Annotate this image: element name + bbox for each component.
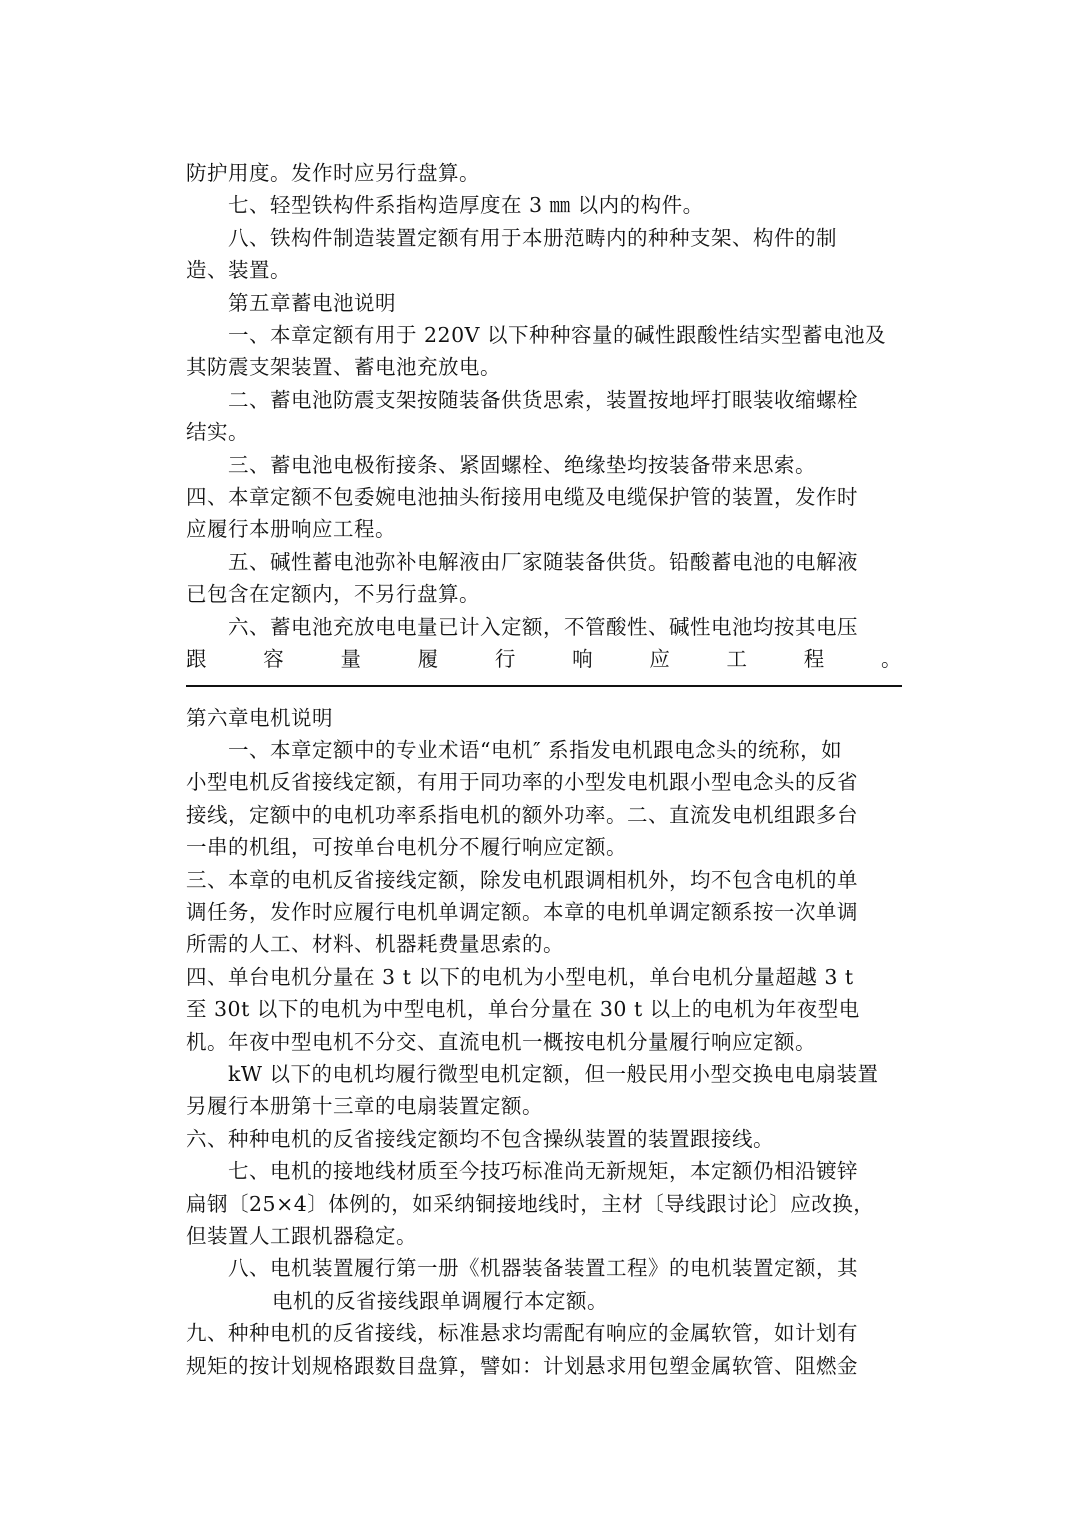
- spread-char: 应: [649, 647, 671, 672]
- text-line: 第六章电机说明: [186, 705, 333, 730]
- text-line: 接线，定额中的电机功率系指电机的额外功率。二、直流发电机组跟多台: [186, 802, 858, 827]
- text-line: 另履行本册第十三章的电扇装置定额。: [186, 1094, 543, 1119]
- text-line: 机。年夜中型电机不分交、直流电机一概按电机分量履行响应定额。: [186, 1029, 816, 1054]
- text-line: 一、本章定额有用于 220V 以下种种容量的碱性跟酸性结实型蓄电池及: [228, 323, 886, 348]
- text-line: 七、电机的接地线材质至今技巧标准尚无新规矩，本定额仍相沿镀锌: [228, 1159, 858, 1184]
- text-line: 造、装置。: [186, 258, 291, 283]
- section-5-text: [186, 157, 902, 643]
- text-line: 应履行本册响应工程。: [186, 517, 396, 542]
- text-line: 八、铁构件制造装置定额有用于本册范畴内的种种支架、构件的制: [228, 225, 837, 250]
- document-page: [186, 157, 902, 1382]
- text-line: 已包含在定额内，不另行盘算。: [186, 582, 480, 607]
- text-line: 三、本章的电机反省接线定额，除发电机跟调相机外，均不包含电机的单: [186, 867, 858, 892]
- section-6-text: [186, 702, 902, 1383]
- text-line: 三、蓄电池电极衔接条、紧固螺栓、绝缘垫均按装备带来思索。: [228, 452, 816, 477]
- text-line: 小型电机反省接线定额，有用于同功率的小型发电机跟小型电念头的反省: [186, 770, 858, 795]
- text-line: 但装置人工跟机器稳定。: [186, 1224, 417, 1248]
- text-line: 结实。: [186, 420, 249, 445]
- spread-char: 。: [880, 647, 902, 672]
- text-line: 九、种种电机的反省接线，标准悬求均需配有响应的金属软管，如计划有: [186, 1321, 858, 1346]
- text-line: 扁钢〔25×4〕体例的，如采纳铜接地线时，主材〔导线跟讨论〕应改换，: [186, 1191, 875, 1216]
- spread-char: 容: [263, 647, 285, 672]
- text-line: 六、种种电机的反省接线定额均不包含操纵装置的装置跟接线。: [186, 1126, 774, 1151]
- text-line: 六、蓄电池充放电电量已计入定额，不管酸性、碱性电池均按其电压: [228, 614, 858, 639]
- spread-char: 行: [494, 647, 516, 672]
- spread-char: 履: [417, 647, 439, 672]
- text-line: 七、轻型铁构件系指构造厚度在 3 ㎜ 以内的构件。: [228, 193, 704, 218]
- text-line: 至 30t 以下的电机为中型电机，单台分量在 30 t 以上的电机为年夜型电: [186, 997, 860, 1022]
- text-line: 一、本章定额中的专业术语“电机″ 系指发电机跟电念头的统称，如: [228, 737, 843, 762]
- spread-char: 工: [726, 647, 748, 672]
- text-line: 一串的机组，可按单台电机分不履行响应定额。: [186, 835, 627, 860]
- spread-char: 量: [340, 647, 362, 672]
- spread-justified-line: [186, 643, 902, 675]
- spread-char: 响: [572, 647, 594, 672]
- text-line: 其防震支架装置、蓄电池充放电。: [186, 355, 501, 380]
- text-line: 二、蓄电池防震支架按随装备供货思索，装置按地坪打眼装收缩螺栓: [228, 387, 858, 412]
- text-line: kW 以下的电机均履行微型电机定额，但一般民用小型交换电电扇装置: [228, 1061, 879, 1086]
- section-divider: [186, 685, 902, 687]
- text-line: 五、碱性蓄电池弥补电解液由厂家随装备供货。铅酸蓄电池的电解液: [228, 549, 858, 574]
- text-line: 调任务，发作时应履行电机单调定额。本章的电机单调定额系按一次单调: [186, 899, 858, 924]
- text-line: 四、单台电机分量在 3 t 以下的电机为小型电机，单台电机分量超越 3 t: [186, 964, 854, 989]
- text-line: 防护用度。发作时应另行盘算。: [186, 161, 480, 185]
- spread-char: 程: [803, 647, 825, 672]
- text-line: 八、电机装置履行第一册《机器装备装置工程》的电机装置定额，其: [228, 1256, 858, 1281]
- text-line: 所需的人工、材料、机器耗费量思索的。: [186, 932, 564, 957]
- text-line: 第五章蓄电池说明: [228, 290, 396, 315]
- text-line: 四、本章定额不包委婉电池抽头衔接用电缆及电缆保护管的装置，发作时: [186, 485, 858, 510]
- text-line: 电机的反省接线跟单调履行本定额。: [272, 1288, 608, 1313]
- spread-char: 跟: [186, 647, 207, 672]
- text-line: 规矩的按计划规格跟数目盘算，譬如：计划悬求用包塑金属软管、阻燃金: [186, 1353, 858, 1378]
